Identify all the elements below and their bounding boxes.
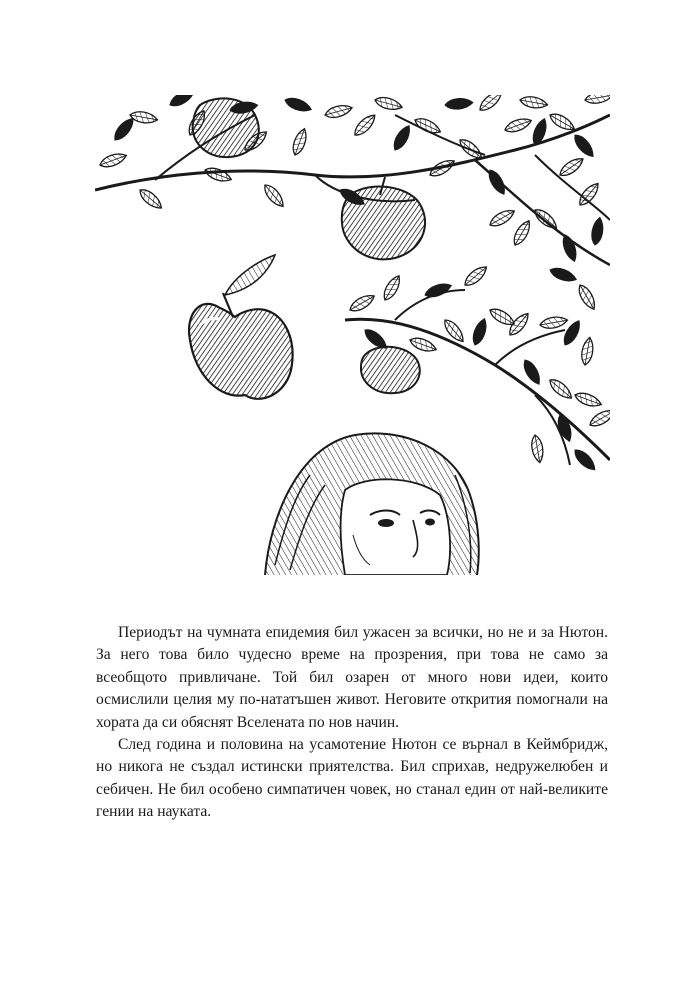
apple-tree-newton-illustration (95, 95, 610, 575)
paragraph-1: Периодът на чумната епидемия бил ужасен за всички, но не и за Нютон. За него това било чудесно време на прозрения, при това не само за всеобщото привличане. Той бил озарен от много нови идеи, които осмислили целия му по-нататъшен живот. Неговите открития помогнали на хората да си обяснят Вселената по нов начин. (96, 624, 608, 731)
body-text (96, 622, 608, 824)
newton-portrait (265, 433, 479, 575)
illustration-drawing (95, 95, 610, 575)
apple-right-branch (361, 347, 420, 393)
falling-apple (189, 255, 293, 399)
apple-top-left (193, 98, 259, 157)
apple-top-center (342, 177, 425, 259)
paragraph-2: След година и половина на усамотение Нютон се върнал в Кеймбридж, но никога не създал истински приятелства. Бил сприхав, недружелюбен и себичен. Не бил особено симпатичен човек, но станал един от най-великите гении на науката. (96, 736, 608, 821)
